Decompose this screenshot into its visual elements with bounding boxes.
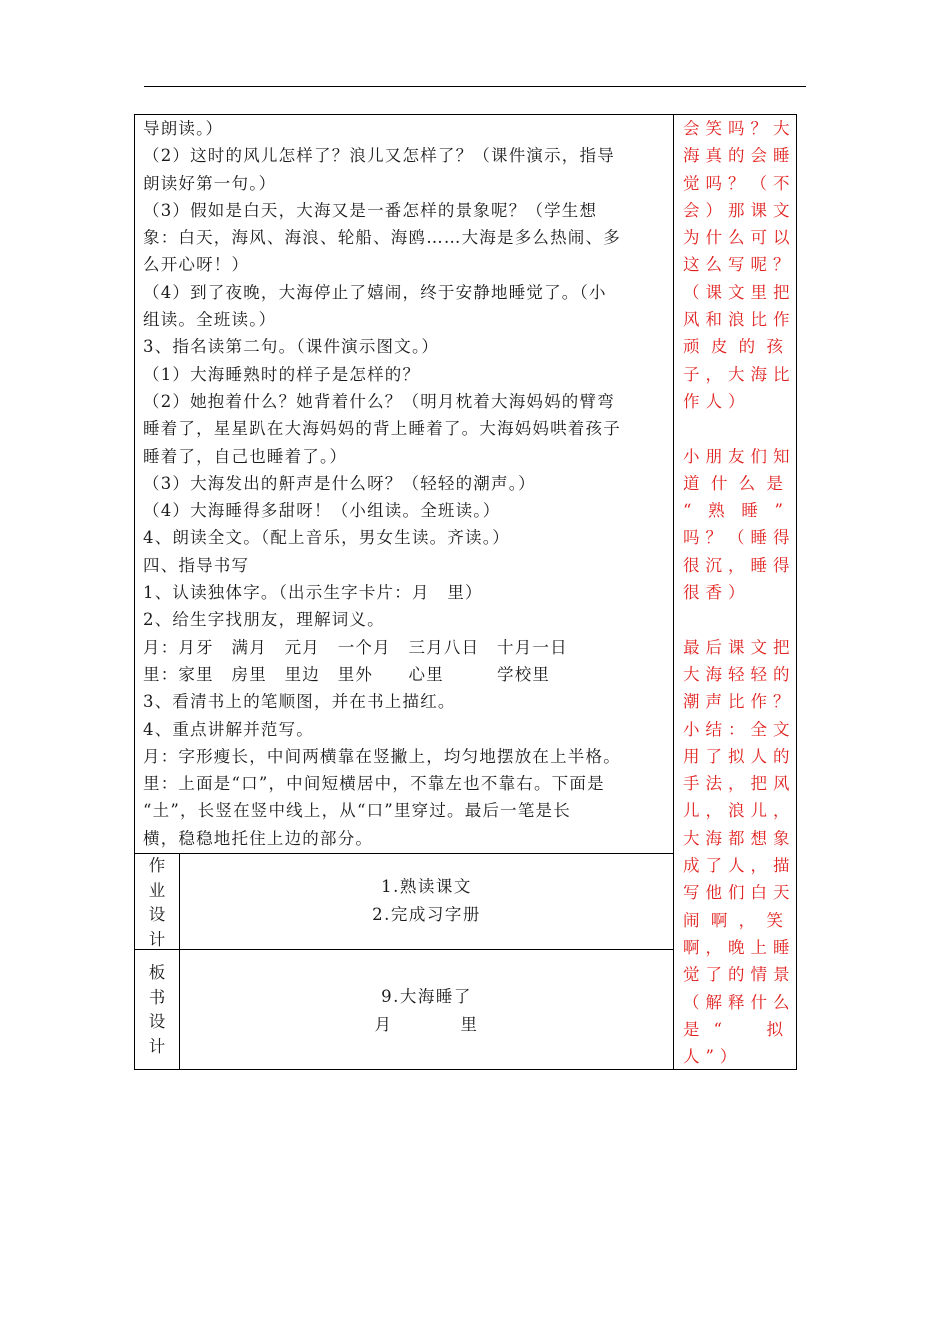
step-line: 3、看清书上的笔顺图，并在书上描红。 (143, 692, 456, 712)
board-label-char: 书 (148, 987, 166, 1007)
note-line: 作人） (683, 391, 751, 411)
note-line: 人”） (683, 1047, 743, 1067)
step-line: 导朗读。） (143, 119, 224, 138)
step-line: 4、重点讲解并范写。 (143, 719, 314, 739)
column-divider (673, 115, 674, 1069)
note-spacer (683, 606, 789, 633)
step-line: 里：上面是“口”，中间短横居中，不靠左也不靠右。下面是 (143, 774, 605, 794)
step-line: （3）大海发出的鼾声是什么呀？（轻轻的潮声。） (143, 473, 536, 493)
board-title: 9.大海睡了 (381, 987, 472, 1006)
note-line: 觉了的情景 (683, 965, 796, 985)
board-chars (361, 1011, 493, 1039)
note-line: 大海都想象 (683, 828, 796, 848)
homework-content (180, 873, 673, 928)
homework-label-char: 作 (148, 856, 166, 875)
step-line: 象：白天，海风、海浪、轮船、海鸥……大海是多么热闹、多 (143, 228, 621, 248)
step-line: “土”，长竖在竖中线上，从“口”里穿过。最后一笔是长 (143, 801, 571, 821)
step-line: （1）大海睡熟时的样子是怎样的？ (143, 364, 421, 384)
note-line: （课文里把 (683, 282, 796, 302)
step-line: 月：字形瘦长，中间两横靠在竖撇上，均匀地摆放在上半格。 (143, 746, 621, 766)
step-line: 1、认读独体字。（出示生字卡片：月 里） (143, 583, 483, 603)
step-line: 睡着了，星星趴在大海妈妈的背上睡着了。大海妈妈哄着孩子 (143, 419, 621, 439)
lesson-table (134, 114, 797, 1070)
homework-label-char: 设 (148, 905, 166, 924)
step-line: 么开心呀！） (143, 255, 250, 275)
step-line: 横，稳稳地托住上边的部分。 (143, 828, 374, 848)
note-line: 最后课文把 (683, 637, 796, 657)
step-line: 组读。全班读。） (143, 310, 277, 330)
note-line: 很香） (683, 583, 751, 603)
note-line: 子，大海比 (683, 364, 796, 384)
note-line: 道什么是 (683, 473, 789, 493)
lesson-steps (143, 115, 671, 852)
step-line: （4）大海睡得多甜呀！（小组读。全班读。） (143, 501, 501, 521)
note-line: 会）那课文 (683, 200, 796, 220)
step-line: （2）她抱着什么？她背着什么？（明月枕着大海妈妈的臂弯 (143, 391, 615, 411)
note-line: 写他们白天 (683, 883, 796, 903)
note-line: 儿，浪儿， (683, 801, 796, 821)
homework-label-char: 业 (148, 880, 166, 900)
homework-item: 2.完成习字册 (372, 904, 481, 924)
note-line: 小朋友们知 (683, 446, 796, 466)
board-label-char: 计 (148, 1036, 166, 1056)
step-line: 四、指导书写 (143, 555, 250, 575)
note-line: 风和浪比作 (683, 310, 796, 330)
board-label-char: 设 (148, 1012, 166, 1031)
step-line: 2、给生字找朋友，理解词义。 (143, 610, 385, 630)
step-line: （2）这时的风儿怎样了？浪儿又怎样了？（课件演示，指导 (143, 146, 615, 166)
note-line: 是“ 拟 (683, 1019, 789, 1039)
board-char: 月 (374, 1014, 393, 1034)
step-line: 睡着了，自己也睡着了。） (143, 446, 348, 466)
note-line: 手法，把风 (683, 774, 796, 794)
note-line: 用了拟人的 (683, 746, 796, 766)
step-line: （4）到了夜晚，大海停止了嬉闹，终于安静地睡觉了。（小 (143, 282, 607, 302)
homework-label-char: 计 (148, 929, 166, 949)
note-line: 潮声比作？ (683, 692, 796, 712)
step-line: 朗读好第一句。） (143, 173, 277, 193)
step-line: 4、朗读全文。（配上音乐，男女生读。齐读。） (143, 528, 510, 548)
note-line: 觉吗？（不 (683, 173, 796, 193)
note-line: （解释什么 (683, 992, 796, 1012)
note-line: 成了人，描 (683, 856, 796, 876)
note-line: 啊，晚上睡 (683, 937, 796, 957)
board-char: 里 (460, 1014, 479, 1034)
note-line: 大海轻轻的 (683, 664, 796, 684)
header-rule (144, 86, 806, 87)
row-divider (135, 949, 673, 950)
note-line: 顽皮的孩 (683, 337, 789, 357)
note-line: 会笑吗？大 (683, 119, 796, 138)
row-divider (135, 853, 673, 854)
note-line: 为什么可以 (683, 228, 796, 248)
note-line: 这么写呢？ (683, 255, 796, 275)
note-line: 很沉，睡得 (683, 555, 796, 575)
board-content (180, 983, 673, 1038)
homework-label (135, 854, 179, 952)
board-label-char: 板 (148, 963, 166, 982)
homework-item: 1.熟读课文 (381, 877, 472, 896)
step-line: 3、指名读第二句。（课件演示图文。） (143, 337, 440, 357)
step-line: 里：家里 房里 里边 里外 心里 学校里 (143, 664, 551, 684)
note-line: 闹啊，笑 (683, 910, 789, 930)
step-line: 月：月牙 满月 元月 一个月 三月八日 十月一日 (143, 637, 568, 657)
note-line: 吗？（睡得 (683, 528, 796, 548)
note-line: 小结：全文 (683, 719, 796, 739)
note-line: 海真的会睡 (683, 146, 796, 166)
note-spacer (683, 415, 789, 442)
board-label (135, 961, 179, 1059)
step-line: （3）假如是白天，大海又是一番怎样的景象呢？（学生想 (143, 200, 598, 220)
note-line: “熟睡” (683, 501, 789, 521)
teaching-notes (683, 115, 796, 1070)
